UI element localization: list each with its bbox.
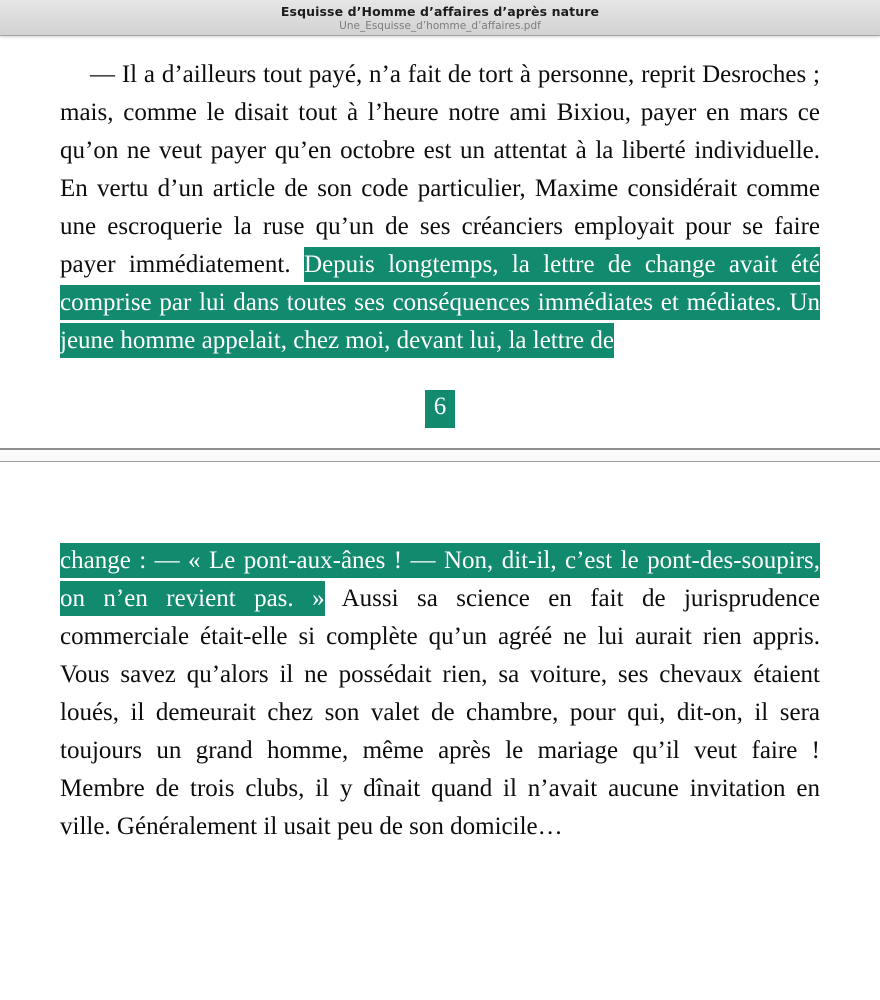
document-filename: Une_Esquisse_d’homme_d’affaires.pdf xyxy=(339,20,541,32)
header-bar xyxy=(0,0,880,36)
body-text-normal: Aussi sa science en fait de jurisprudence commerciale était-elle si complète qu’un agréé ne lui aurait rien appris. Vous savez qu’alors il ne possédait rien, sa voiture, ses chevaux étaient loués, il demeurait chez son valet de chambre, pour qui, dit-on, il sera toujours un grand homme, même après le mariage qu’il veut faire ! Membre de trois clubs, il y dînait quand il n’avait aucune invitation en ville. Généralement il usait peu de son domicile… xyxy=(60,585,821,840)
pdf-scroll-area[interactable] xyxy=(0,36,880,856)
body-text-normal: — Il a d’ailleurs tout payé, n’a fait de tort à personne, reprit Desroches ; mais, comme le disait tout à l’heure notre ami Bixiou, payer en mars ce qu’on ne veut payer qu’en octobre est un attentat à la liberté individuelle. En vertu d’un article de son code particulier, Maxime considérait comme une escroquerie la ruse qu’un de ses créanciers employait pour se faire payer immédiatement. xyxy=(60,61,820,278)
document-title: Esquisse d’Homme d’affaires d’après nature xyxy=(280,4,600,19)
paragraph xyxy=(60,56,820,360)
highlighted-text[interactable]: change : — « Le pont-aux-ânes ! — Non, dit-il, c’est le pont-des-soupirs, on n’en revient pas. » xyxy=(60,543,820,616)
page-number-row xyxy=(60,390,820,428)
pdf-page-7 xyxy=(0,462,880,856)
page-separator xyxy=(0,448,880,462)
pdf-page-6 xyxy=(0,36,880,428)
page-number[interactable]: 6 xyxy=(425,390,456,428)
paragraph xyxy=(60,542,820,846)
highlighted-text[interactable]: Depuis longtemps, la lettre de change avait été comprise par lui dans toutes ses conséquences immédiates et médiates. Un jeune homme appelait, chez moi, devant lui, la lettre de xyxy=(60,247,820,358)
